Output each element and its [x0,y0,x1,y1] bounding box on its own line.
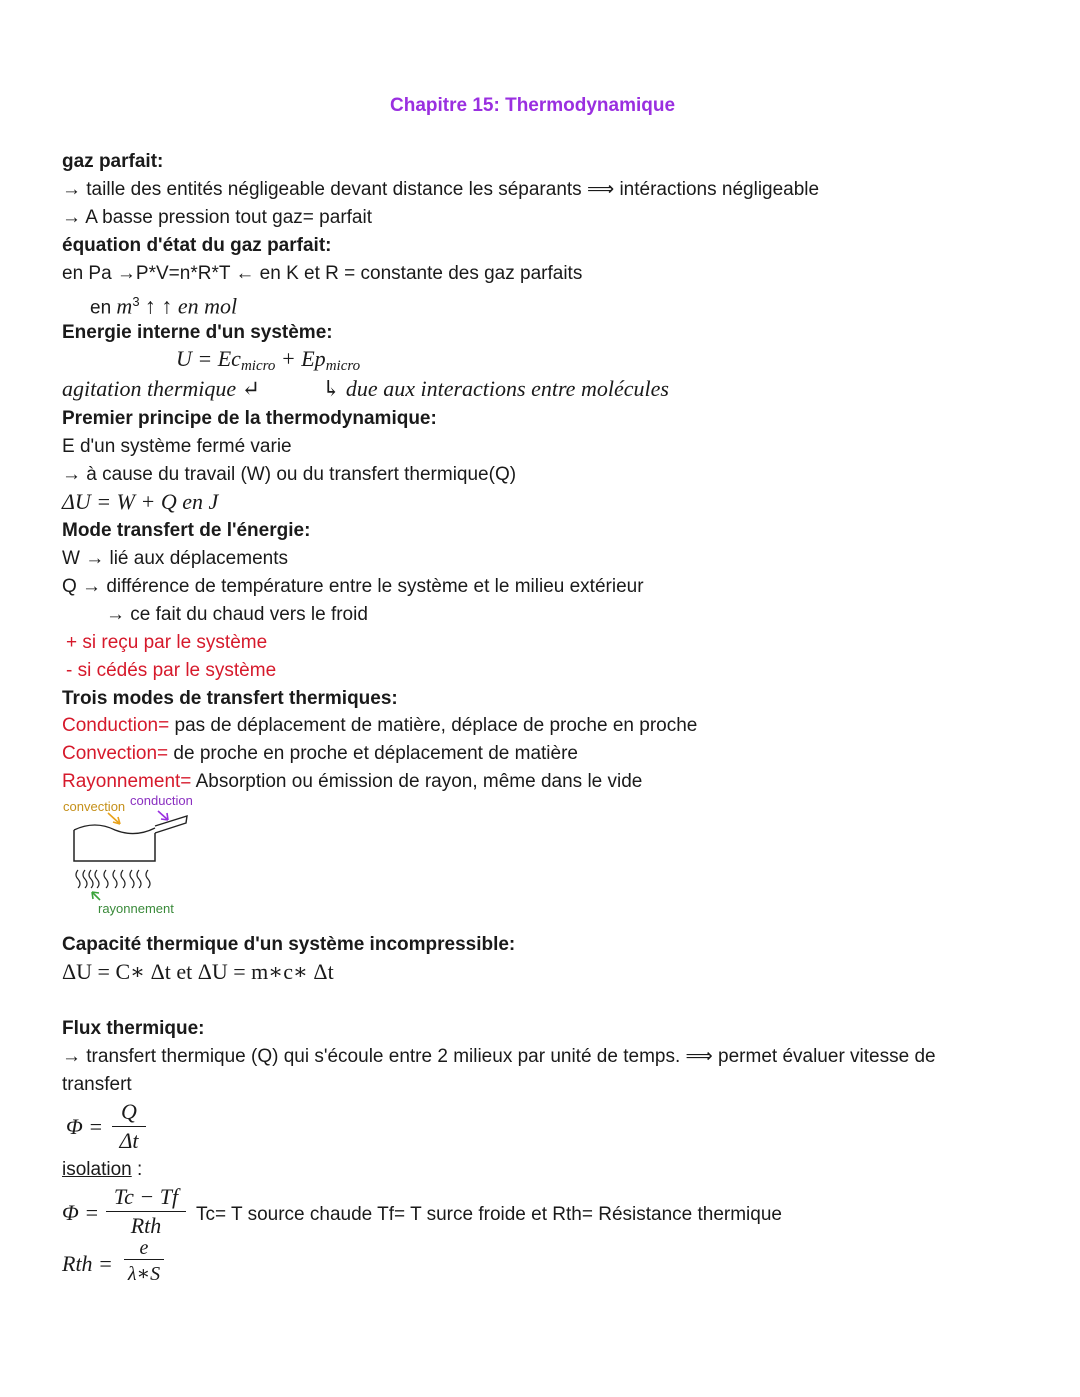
phi2-numerator: Tc − Tf [113,1184,179,1209]
phi-numerator: Q [121,1099,137,1124]
mode-convection [62,742,578,766]
phi2-note: Tc= T source chaude Tf= T surce froide et Rth= Résistance thermique [196,1204,782,1225]
mode-rayonnement [62,770,642,794]
phi2-fraction [106,1184,186,1239]
energie-note-left: agitation thermique ↵ [62,376,261,401]
gaz-line-2: → A basse pression tout gaz= parfait [62,207,372,228]
phi-denominator: Δt [119,1128,139,1153]
desc-conduction: pas de déplacement de matière, déplace de proche en proche [169,715,698,736]
diagram-label-rayonnement: rayonnement [98,901,174,916]
premier-line-2: → à cause du travail (W) ou du transfert thermique(Q) [62,464,517,485]
phi2-lhs: Φ = [62,1200,100,1225]
gaz-line-1: → taille des entités négligeable devant distance les séparants ⟹ intéractions négligeable [62,179,820,200]
premier-line-1: E d'un système fermé varie [62,436,292,457]
premier-formula: ΔU = W + Q en J [62,489,219,514]
liquid-surface [74,825,155,834]
etat-line-1: en Pa →P*V=n*R*T ← en K et R = constante des gaz parfaits [62,263,583,284]
energie-sub-2: micro [325,358,361,374]
etat-line-2 [90,290,237,320]
heading-energie-interne: Energie interne d'un système: [62,322,333,343]
heading-flux: Flux thermique: [62,1018,205,1039]
phi-fraction-bar [112,1126,146,1127]
phi2-fraction-bar [106,1211,186,1212]
heat-waves [76,870,150,888]
isolation-colon: : [131,1159,143,1180]
rth-numerator: e [139,1237,149,1259]
rth-denominator: λ∗S [127,1263,161,1285]
etat-unit: m [116,293,133,319]
page-title: Chapitre 15: Thermodynamique [390,95,676,116]
mode-line-3: → ce fait du chaud vers le froid [106,604,368,625]
isolation-word: isolation [62,1159,132,1180]
desc-rayonnement: Absorption ou émission de rayon, même dans le vide [191,771,643,792]
rth-fraction-bar [124,1259,164,1260]
mode-line-1: W → lié aux déplacements [62,548,288,569]
phi-lhs: Φ = [66,1114,104,1139]
term-convection: Convection= [62,743,169,764]
mode-line-2: Q → différence de température entre le système et le milieu extérieur [62,576,644,597]
mode-minus: - si cédés par le système [66,660,277,681]
energie-lhs: U = Ec [176,346,241,371]
energie-note-right: ↳ due aux interactions entre molécules [322,376,669,401]
heading-equation-etat: équation d'état du gaz parfait: [62,235,332,256]
mode-plus: + si reçu par le système [66,632,268,653]
flux-line-1: → transfert thermique (Q) qui s'écoule entre 2 milieux par unité de temps. ⟹ permet évaluer vitesse de [62,1046,936,1067]
heading-premier-principe: Premier principe de la thermodynamique: [62,408,437,429]
diagram-label-convection: convection [63,799,126,814]
energie-formula [176,346,360,375]
flux-line-2: transfert [62,1074,132,1095]
phi2-denominator: Rth [130,1213,162,1238]
pan-diagram [60,808,200,903]
etat-exp: 3 [132,294,140,309]
term-rayonnement: Rayonnement= [62,771,192,792]
rth-lhs: Rth = [62,1251,113,1276]
pan-body [74,830,155,861]
mode-conduction [62,714,697,738]
rth-fraction [124,1238,164,1287]
energie-mid: + Ep [275,346,326,371]
heading-gaz-parfait: gaz parfait: [62,151,164,172]
isolation-label [62,1158,142,1182]
diagram-label-conduction: conduction [130,793,193,808]
pan-handle [155,816,187,833]
term-conduction: Conduction= [62,715,170,736]
capacite-formula: ΔU = C∗ Δt et ΔU = m∗c∗ Δt [62,959,334,984]
desc-convection: de proche en proche et déplacement de matière [168,743,578,764]
energie-sub-1: micro [240,358,276,374]
etat-arrows: ↑ ↑ en mol [144,293,238,319]
etat-line-2-prefix: en [90,297,112,319]
heading-capacite: Capacité thermique d'un système incompressible: [62,934,516,955]
heading-mode-transfert: Mode transfert de l'énergie: [62,520,311,541]
heading-trois-modes: Trois modes de transfert thermiques: [62,688,398,709]
phi-fraction [112,1099,146,1154]
